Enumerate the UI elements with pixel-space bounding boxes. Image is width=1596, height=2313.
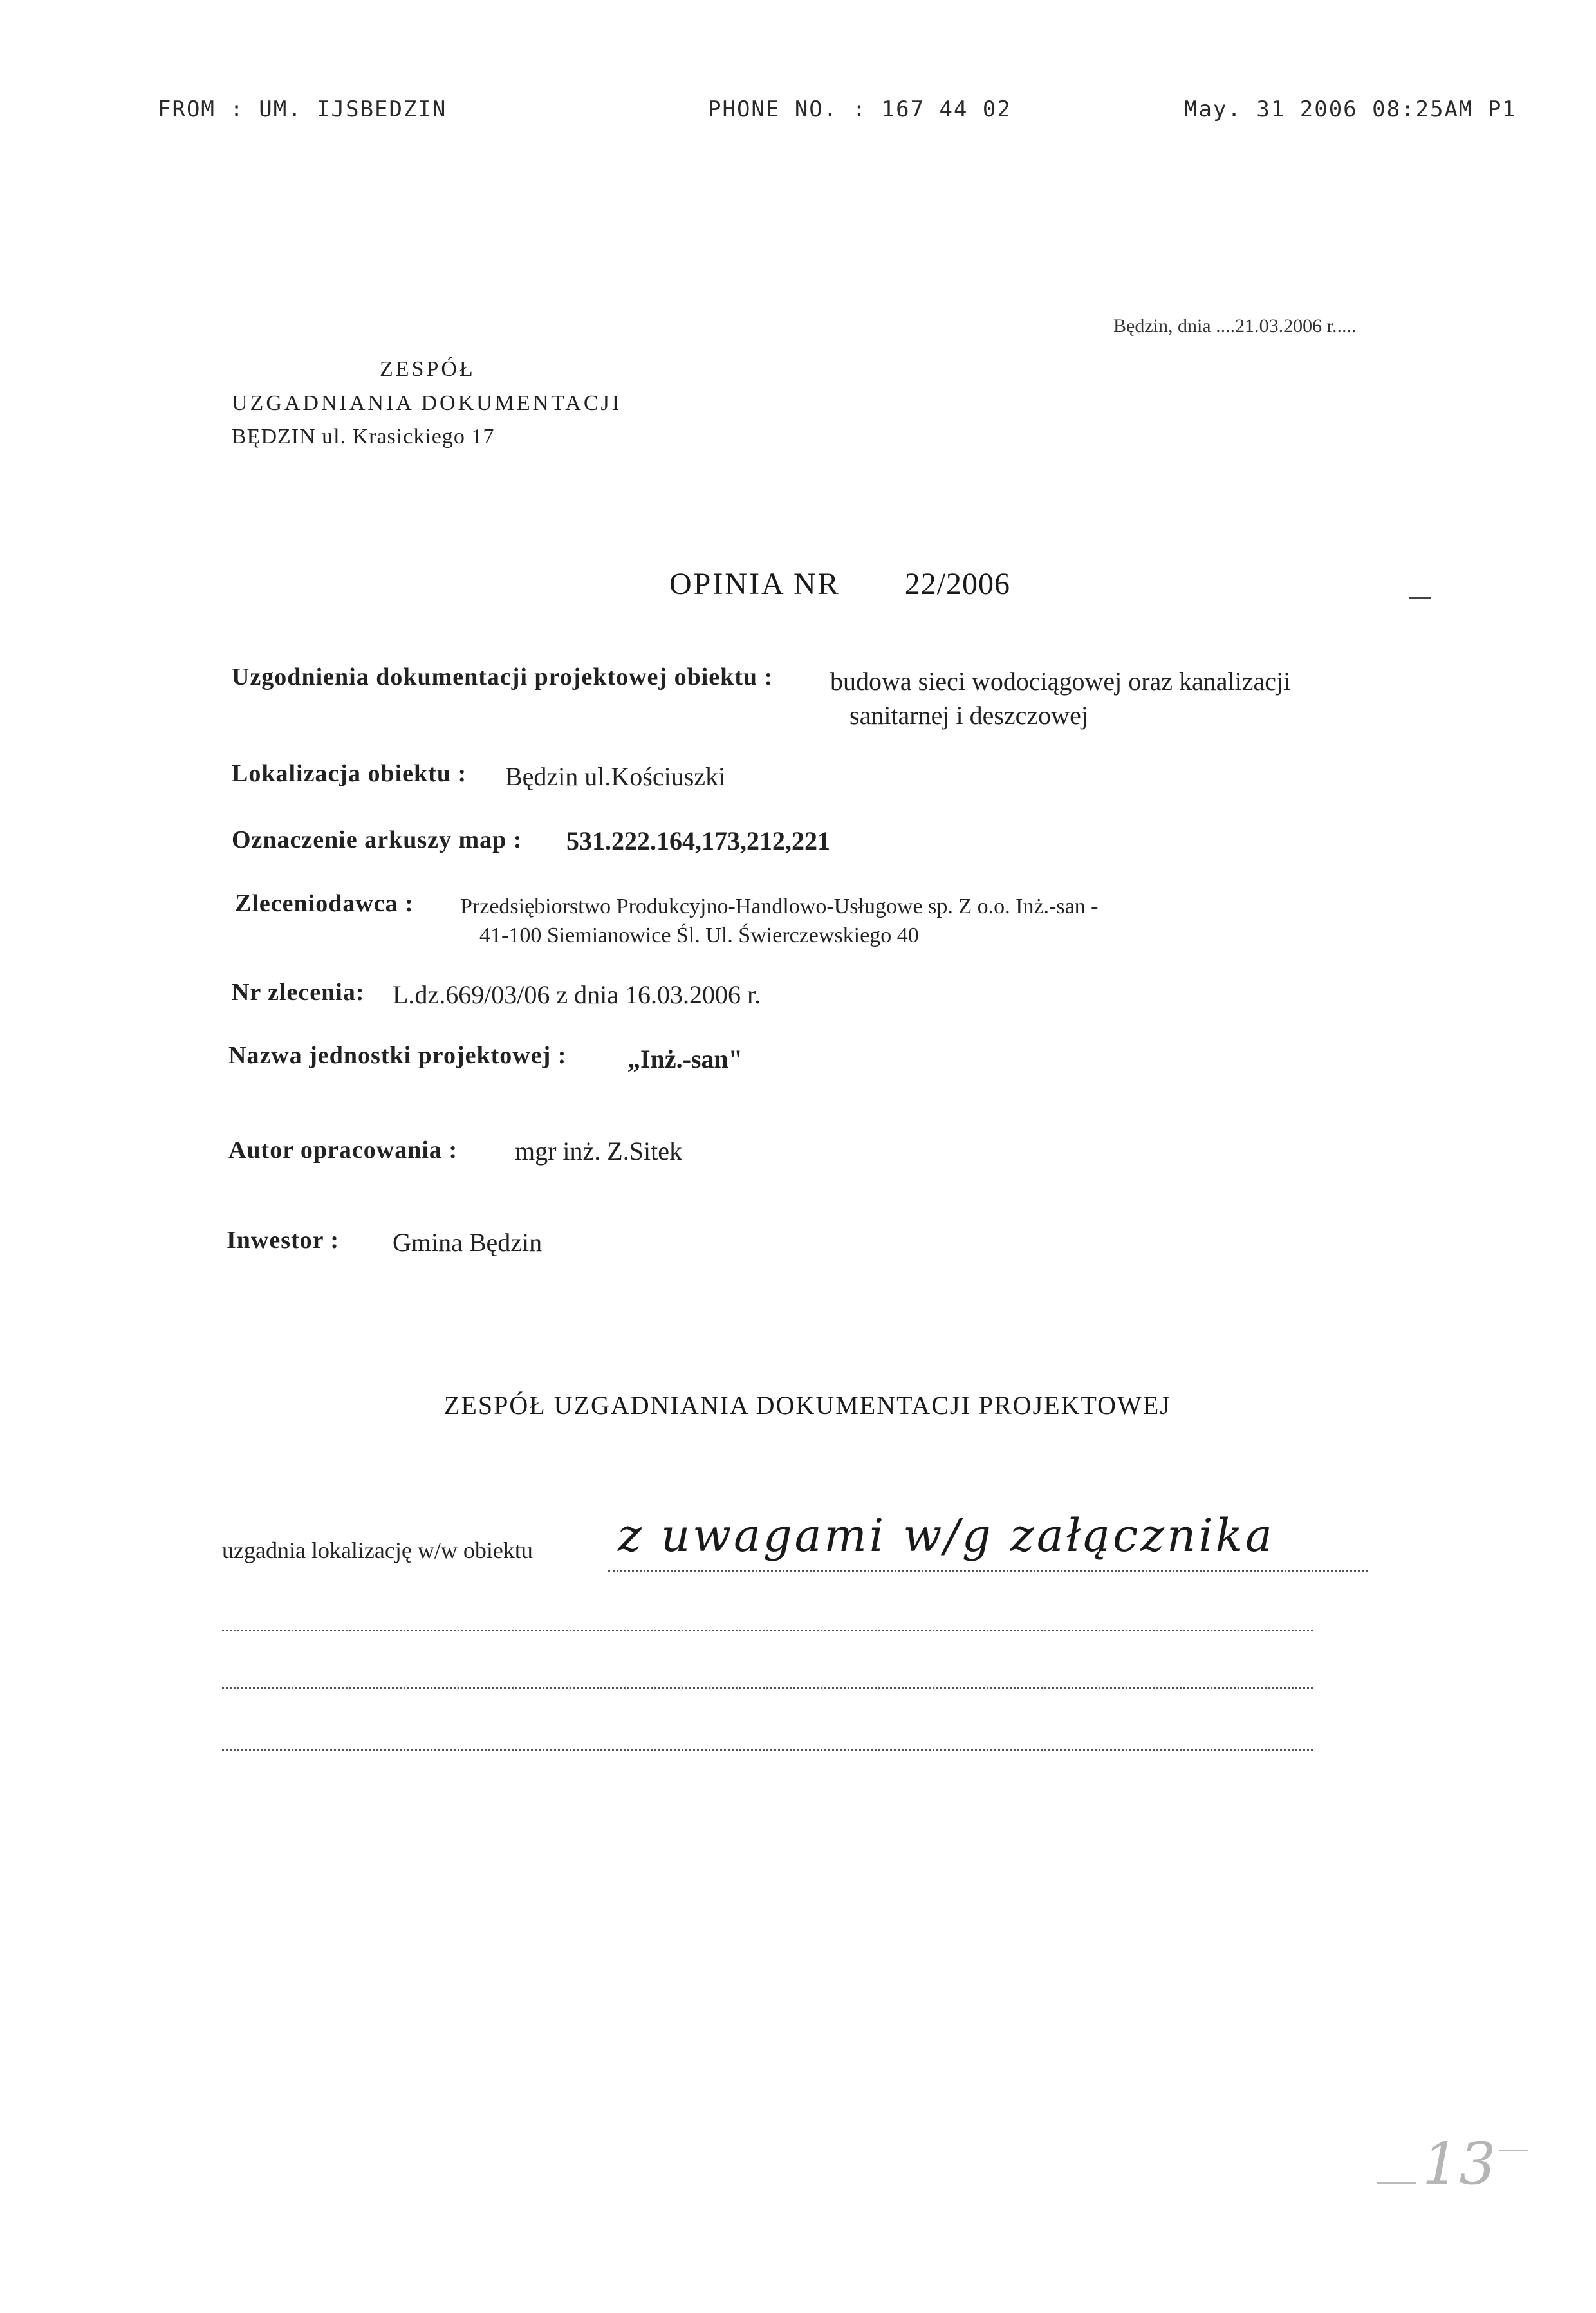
scan-mark — [1409, 597, 1431, 599]
committee-heading: ZESPÓŁ UZGADNIANIA DOKUMENTACJI PROJEKTOWEJ — [444, 1391, 1171, 1420]
handwritten-approval-note: z uwagami w/g załącznika — [618, 1509, 1275, 1562]
sender-line-3: BĘDZIN ul. Krasickiego 17 — [232, 425, 495, 449]
blank-dotted-line-2 — [222, 1687, 1313, 1689]
investor-label: Inwestor : — [227, 1227, 340, 1254]
opinion-number: 22/2006 — [904, 567, 1011, 601]
author-label: Autor opracowania : — [228, 1137, 458, 1164]
subject-value-line-2: sanitarnej i deszczowej — [849, 701, 1088, 730]
document-title — [669, 566, 1010, 602]
investor-value: Gmina Będzin — [393, 1228, 543, 1257]
sender-line-2: UZGADNIANIA DOKUMENTACJI — [232, 391, 622, 415]
subject-label: Uzgodnienia dokumentacji projektowej obiektu : — [232, 664, 774, 691]
subject-value-line-1: budowa sieci wodociągowej oraz kanalizacji — [830, 667, 1291, 696]
approval-label: uzgadnia lokalizację w/w obiektu — [222, 1537, 533, 1563]
client-label: Zleceniodawca : — [235, 890, 414, 917]
maps-value: 531.222.164,173,212,221 — [566, 826, 830, 855]
location-label: Lokalizacja obiektu : — [232, 760, 467, 787]
place-date: Będzin, dnia ....21.03.2006 r..... — [1113, 315, 1357, 337]
page-mark-dash-left — [1377, 2182, 1416, 2184]
blank-dotted-line-1 — [222, 1630, 1313, 1631]
maps-label: Oznaczenie arkuszy map : — [232, 826, 523, 853]
sender-line-1: ZESPÓŁ — [380, 357, 476, 381]
location-value: Będzin ul.Kościuszki — [505, 762, 726, 791]
fax-phone: PHONE NO. : 167 44 02 — [708, 97, 1012, 122]
author-value: mgr inż. Z.Sitek — [515, 1137, 682, 1166]
fax-datetime: May. 31 2006 08:25AM P1 — [1184, 97, 1517, 122]
title-label: OPINIA NR — [669, 567, 840, 601]
approval-dotted-line — [608, 1570, 1368, 1572]
fax-sender: FROM : UM. IJSBEDZIN — [158, 97, 447, 122]
order-value: L.dz.669/03/06 z dnia 16.03.2006 r. — [393, 980, 761, 1009]
design-unit-label: Nazwa jednostki projektowej : — [228, 1042, 567, 1069]
page-mark-dash-right — [1499, 2150, 1528, 2151]
order-label: Nr zlecenia: — [232, 979, 365, 1006]
blank-dotted-line-3 — [222, 1749, 1313, 1751]
design-unit-value: „Inż.-san" — [627, 1045, 743, 1073]
client-value-line-1: Przedsiębiorstwo Produkcyjno-Handlowo-Usługowe sp. Z o.o. Inż.-san - — [460, 895, 1099, 918]
page-number-mark: 13 — [1422, 2130, 1496, 2198]
client-value-line-2: 41-100 Siemianowice Śl. Ul. Świerczewskiego 40 — [479, 924, 919, 947]
